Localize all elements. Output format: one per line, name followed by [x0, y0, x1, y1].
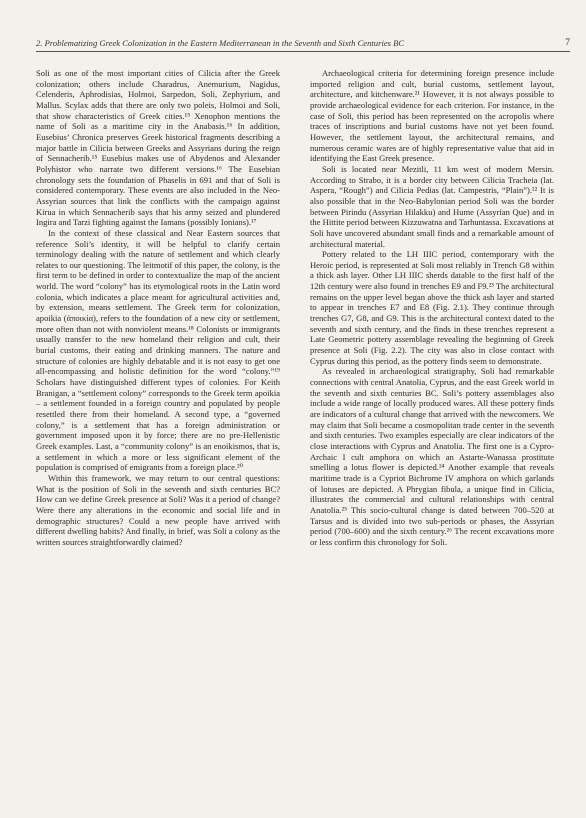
header-rule: [36, 51, 570, 52]
left-column: [36, 68, 280, 548]
paragraph: In the context of these classical and Near Eastern sources that reference Soli’s identity, it will be helpful to clarify certain terminology dealing with the nature of settlement and which clearly relates to our questioning. The leitmotif of this paper, the colony, is the first term to be defined in order to contextualize the map of the ancient world. The word “colony” has its etymological roots in the Latin word colonia, which indicates a place meant for agricultural activities and, by extension, means settlement. The Greek term for colonization, apoikia (ἀποικία), refers to the foundation of a new city or settlement, more often than not with nonviolent means.¹⁸ Colonists or immigrants usually transfer to the new homeland their religion and cult, their burial customs, their eating and drinking manners. The nature and structure of colonies are highly debatable and it is not easy to get one all-encompassing and holistic definition for the word “colony.”¹⁹ Scholars have distinguished different types of colonies. For Keith Branigan, a “settlement colony” corresponds to the Greek term apoikia – a settlement founded in a foreign country and populated by people resettled there from their homeland. A second type, a “governed colony,” is a settlement that has a foreign administration or government imposed upon it by force; there are no pre-Hellenistic Greek examples. Last, a “community colony” is an enoikismos, that is, a settlement in which a more or less significant element of the population is comprised of emigrants from a foreign place.²⁰: [36, 227, 280, 473]
right-column: [310, 68, 554, 548]
paragraph: Pottery related to the LH IIIC period, contemporary with the Heroic period, is represented at Soli most reliably in Trench G8 within a thick ash layer. Other LH IIIC sherds datable to the first half of the 12th century were also found in trenches E9 and F9.²³ The architectural remains on the upper level began above the thick ash layer and started to appear in trenches E7 and E8 (Fig. 2.1). They continue through trenches G7, G8, and G9. This is the architectural context dated to the seventh and sixth century, and the finds in these trenches represent a Late Geometric pottery assemblage revealing the beginning of Greek presence at Soli (Fig. 2.2). The city was also in close contact with Cyprus during this period, as the pottery finds seem to demonstrate.: [310, 249, 554, 366]
paragraph: Within this framework, we may return to our central questions: What is the position of Soli in the seventh and sixth centuries BC? How can we define Greek presence at Soli? Was it a period of change? Were there any alterations in the economic and social life and in demographic structures? Could a new people have arrived with different dwelling habits? And finally, in brief, was Soli a colony as the written sources straightforwardly claimed?: [36, 472, 280, 547]
running-header: [36, 32, 570, 48]
running-title: 2. Problematizing Greek Colonization in the Eastern Mediterranean in the Seventh and Sixth Centuries BC: [36, 38, 405, 48]
paragraph: As revealed in archaeological stratigraphy, Soli had remarkable connections with central Anatolia, Cyprus, and the east Greek world in the seventh and sixth centuries BC. Soli’s pottery assemblages also include a wide range of locally produced wares. All these pottery finds are indicators of a cultural change that arrived with the newcomers. We may claim that Soli became a cosmopolitan trade center in the seventh and sixth centuries. Two examples especially are clear indicators of the close interactions with Cyprus and Anatolia. The first one is a Cypro-Archaic I cult amphora on which an Astarte-Wanassa prostitute smelling a lotus flower is depicted.²⁴ Another example that reveals maritime trade is a Cypriot Bichrome IV amphora on which garlands of lotuses are depicted. A Phrygian fibula, a unique find in Cilicia, illustrates the commercial and cultural relationships with central Anatolia.²⁵ This socio-cultural change is dated between 700–520 at Tarsus and is divided into two sub-periods or phases, the Assyrian period (700–600) and the sixth century.²⁶ The recent excavations more or less confirm this chronology for Soli.: [310, 366, 554, 547]
paragraph: Soli as one of the most important cities of Cilicia after the Greek colonization; others include Charadrus, Anemurium, Nagidus, Celenderis, Aphrodisias, Holmoi, Sarpedon, Soli, Zephyrium, and Mallus. Scylax adds that there are only two poleis, Holmoi and Soli, that show characteristics of Greek cities.¹⁵ Xenophon mentions the name of Soli as a maritime city in the Anabasis.¹⁶ In addition, Eusebius’ Chronica preserves Greek historical fragments describing a major battle in Cilicia between Greeks and Assyrians during the reign of Sennacherib.¹⁵ Eusebius makes use of Abydenos and Alexander Polyhistor who narrate two different versions.¹⁶ The Eusebian chronology sets the foundation of Phaselis in 691 and that of Soli is considered contemporary. These events are also included in the Neo-Assyrian sources that link the conflicts with the campaign against Kirua in which Sennacherib says that his army seized and plundered Ingira and Tarzi fighting against the Iamans (possibly Ionians).¹⁷: [36, 68, 280, 228]
paragraph: Soli is located near Mezitli, 11 km west of modern Mersin. According to Strabo, it is a border city between Cilicia Tracheia (lat. Aspera, “Rough”) and Cilicia Pedias (lat. Campestris, “Plain”).²² It is also possible that in the Neo-Babylonian period Soli was the border between Pirindu (Assyrian Hilakku) and Hume (Assyrian Que) and in the Hittite period between Kizzuwatna and Tarhuntassa. Excavations at Soli have uncovered abundant small finds and a remarkable amount of architectural material.: [310, 163, 554, 249]
page-number: 7: [565, 38, 570, 48]
paragraph: Archaeological criteria for determining foreign presence include imported religion and cult, burial customs, settlement layout, architecture, and kitchenware.²¹ However, it is not always possible to provide archaeological evidence for each criterion. For instance, in the case of Soli, this period has been represented on the acropolis where traces of inscriptions and burial customs have not yet been found. However, the settlement layout, the architectural remains, and numerous ceramic wares are of highly representative value that aid in identifying the East Greek presence.: [310, 68, 554, 164]
